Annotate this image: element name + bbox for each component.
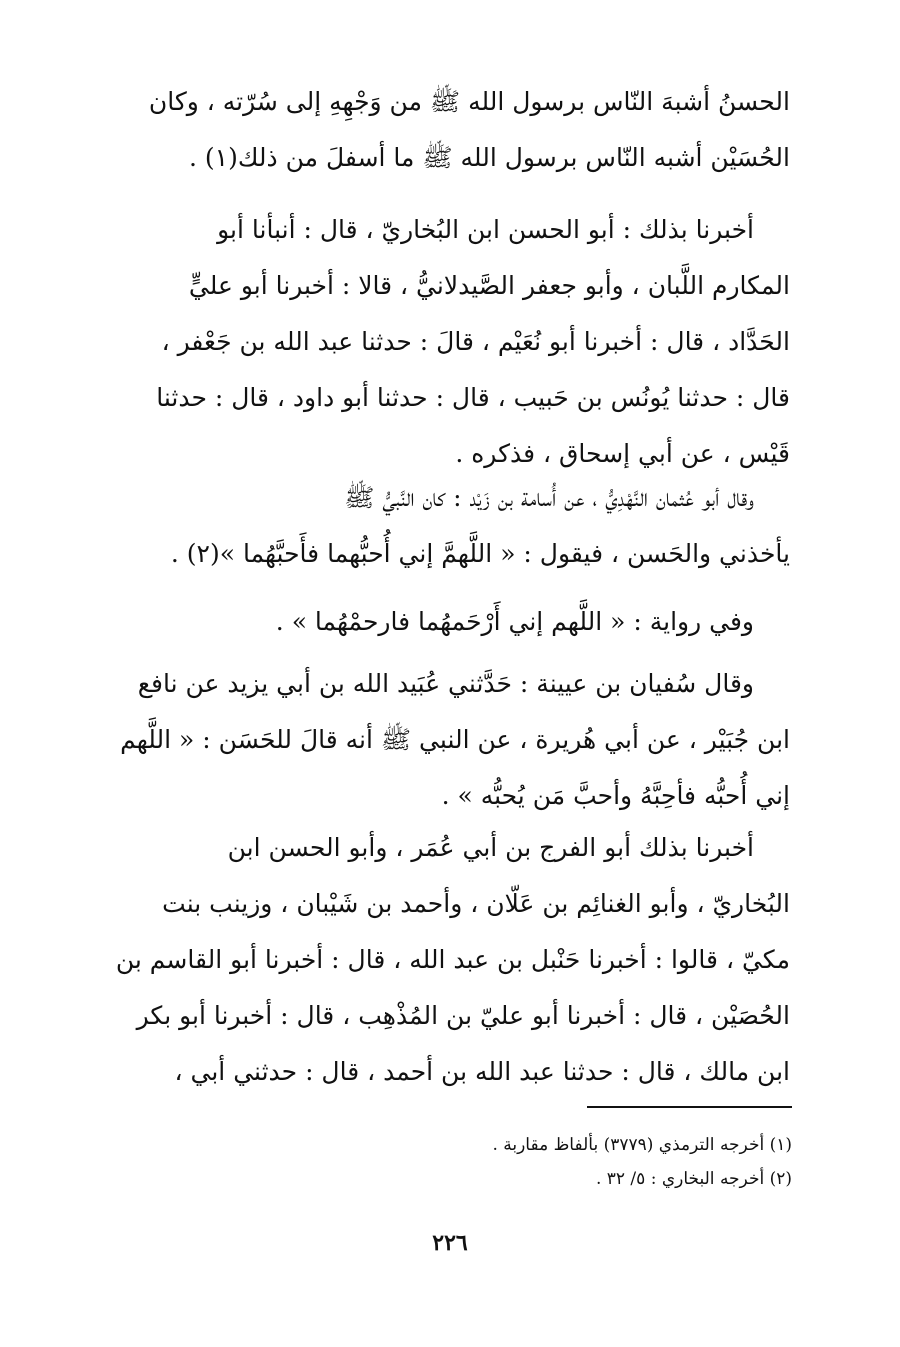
text-line: وفي رواية : « اللَّهم إني أَرْحَمهُما فارحمْهُما » .	[275, 607, 754, 636]
text-line: الحُسَيْن أشبه النّاس برسول الله ﷺ ما أسفلَ من ذلك(١) .	[189, 143, 790, 172]
text-line: مكيّ ، قالوا : أخبرنا حَنْبل بن عبد الله ، قال : أخبرنا أبو القاسم بن	[115, 945, 790, 974]
text-line: المكارم اللَّبان ، وأبو جعفر الصَّيدلانيُّ ، قالا : أخبرنا أبو عليٍّ	[188, 271, 790, 300]
text-line: قَيْس ، عن أبي إسحاق ، فذكره .	[455, 439, 790, 468]
text-line: الحُصَيْن ، قال : أخبرنا أبو عليّ بن المُذْهِب ، قال : أخبرنا أبو بكر	[136, 1001, 790, 1030]
footnote-divider	[587, 1106, 792, 1108]
text-line: أخبرنا بذلك : أبو الحسن ابن البُخاريّ ، قال : أنبأنا أبو	[217, 215, 754, 244]
paragraph-2	[100, 202, 790, 482]
text-line: وقال سُفيان بن عيينة : حَدَّثني عُبَيد الله بن أبي يزيد عن نافع	[137, 669, 754, 698]
paragraph-1	[100, 74, 790, 186]
text-line: إني أُحبُّه فأحِبَّهُ وأحبَّ مَن يُحبُّه » .	[441, 781, 790, 810]
paragraph-3	[100, 470, 790, 582]
page-number: ٢٢٦	[432, 1230, 468, 1256]
text-line: وقال أبو عُثمان النَّهْدِيُّ ، عن أُسامة بن زَيْد : كان النَّبيُّ ﷺ	[344, 483, 754, 512]
paragraph-4	[100, 594, 790, 650]
paragraph-5	[100, 656, 790, 824]
text-line: ابن مالك ، قال : حدثنا عبد الله بن أحمد ، قال : حدثني أبي ،	[174, 1057, 790, 1086]
footnote: (٢) أخرجه البخاري : ٥/ ٣٢ .	[595, 1169, 792, 1189]
text-line: قال : حدثنا يُونُس بن حَبيب ، قال : حدثنا أبو داود ، قال : حدثنا	[156, 383, 790, 412]
footnotes	[292, 1128, 792, 1196]
text-line: الحَدَّاد ، قال : أخبرنا أبو نُعَيْم ، قالَ : حدثنا عبد الله بن جَعْفر ،	[161, 327, 790, 356]
text-line: ابن جُبَيْر ، عن أبي هُريرة ، عن النبي ﷺ أنه قالَ للحَسَن : « اللَّهم	[120, 725, 790, 754]
footnote: (١) أخرجه الترمذي (٣٧٧٩) بألفاظ مقاربة .	[492, 1135, 792, 1155]
paragraph-6	[100, 820, 790, 1100]
text-line: الحسنُ أشبهَ النّاس برسول الله ﷺ من وَجْهِهِ إلى سُرّته ، وكان	[148, 87, 790, 116]
text-line: يأخذني والحَسن ، فيقول : « اللَّهمَّ إني أُحبُّهما فأَحبَّهُما »(٢) .	[170, 539, 790, 568]
text-line: البُخاريّ ، وأبو الغنائِم بن عَلّان ، وأحمد بن شَيْبان ، وزينب بنت	[162, 889, 790, 918]
text-line: أخبرنا بذلك أبو الفرج بن أبي عُمَر ، وأبو الحسن ابن	[227, 833, 754, 862]
